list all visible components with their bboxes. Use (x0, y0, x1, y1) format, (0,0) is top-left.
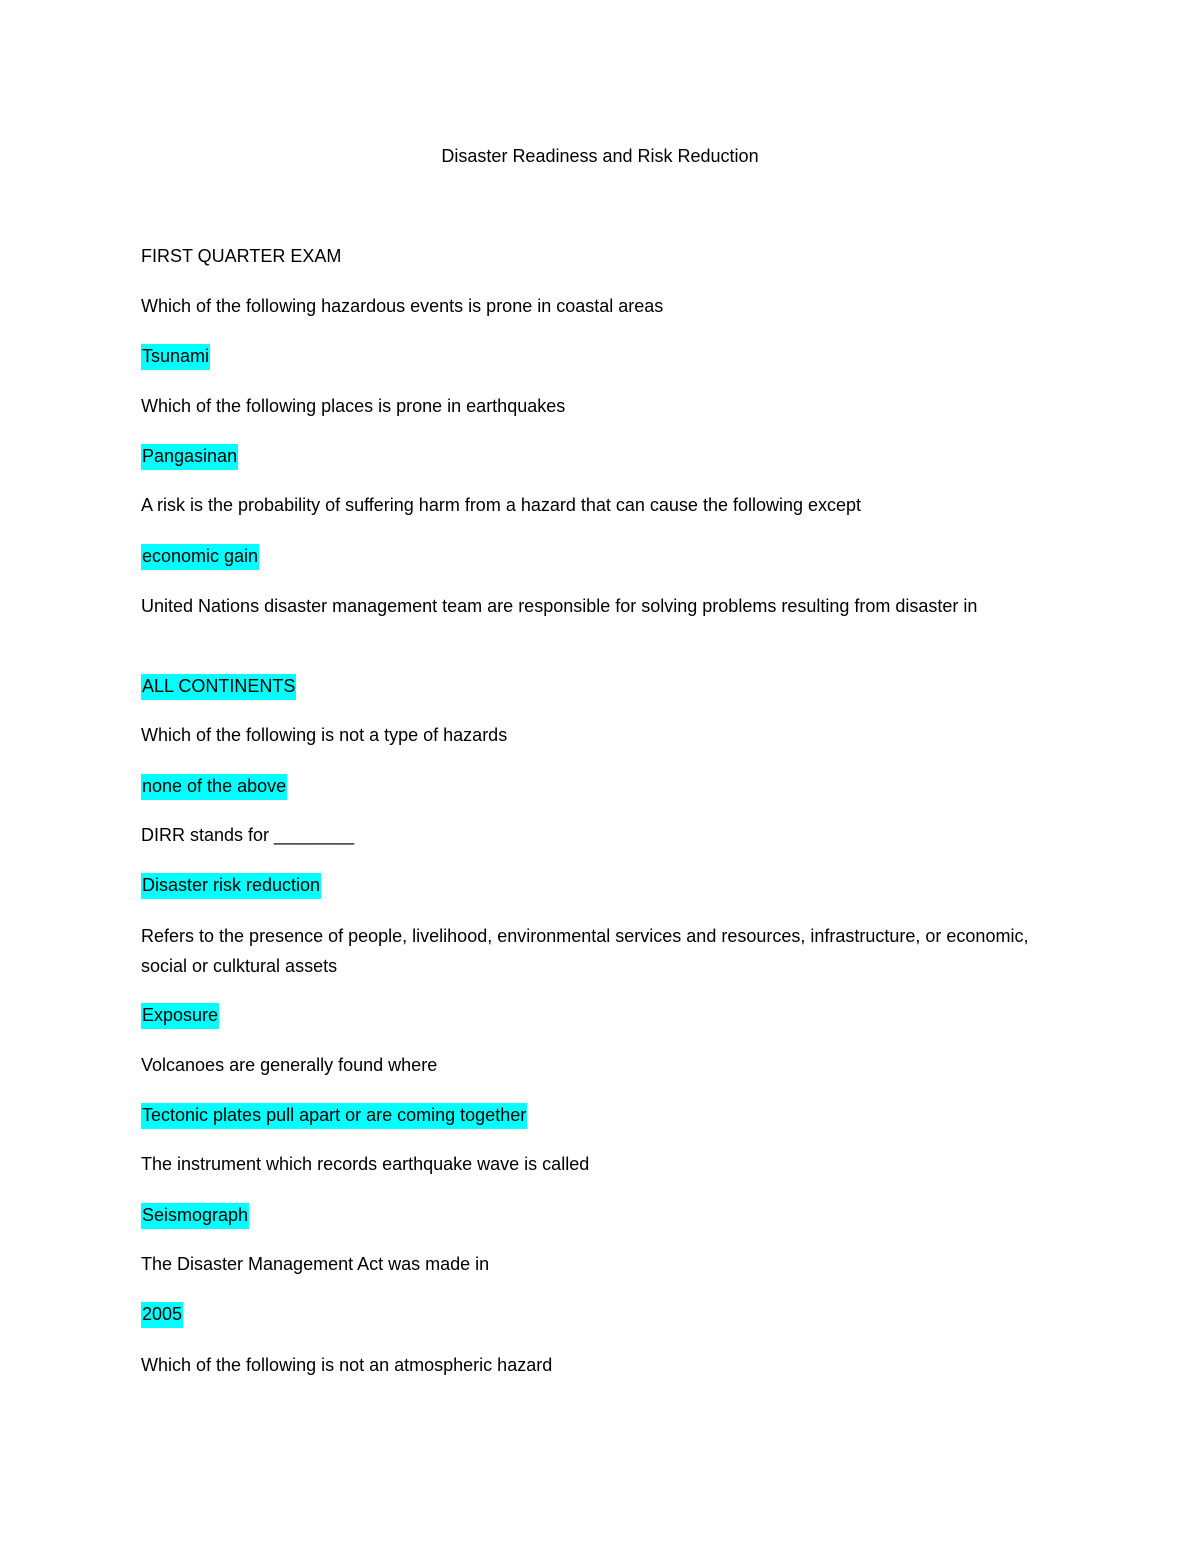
question-3: A risk is the probability of suffering harm from a hazard that can cause the following except (141, 495, 862, 515)
answer-3 (141, 541, 1051, 571)
question-7: Refers to the presence of people, livelihood, environmental services and resources, infrastructure, or economic, social or culktural assets (141, 926, 1029, 976)
answer-highlight: none of the above (141, 774, 287, 800)
document-title: Disaster Readiness and Risk Reduction (441, 146, 759, 166)
answer-5 (141, 771, 1051, 801)
answer-6 (141, 870, 1051, 900)
answer-highlight: 2005 (141, 1302, 183, 1328)
answer-8 (141, 1100, 1051, 1130)
answer-2 (141, 441, 1051, 471)
answer-7 (141, 1000, 1051, 1030)
question-1: Which of the following hazardous events is prone in coastal areas (141, 296, 664, 316)
answer-highlight: ALL CONTINENTS (141, 674, 296, 700)
question-6: DIRR stands for ________ (141, 825, 355, 845)
exam-heading: FIRST QUARTER EXAM (141, 246, 342, 266)
answer-highlight: Tsunami (141, 344, 210, 370)
answer-highlight: economic gain (141, 544, 259, 570)
question-11: Which of the following is not an atmospheric hazard (141, 1355, 553, 1375)
question-9: The instrument which records earthquake wave is called (141, 1154, 590, 1174)
question-2: Which of the following places is prone in earthquakes (141, 396, 566, 416)
answer-1 (141, 341, 1051, 371)
question-4: United Nations disaster management team are responsible for solving problems resulting from disaster in (141, 596, 978, 616)
question-10: The Disaster Management Act was made in (141, 1254, 490, 1274)
question-5: Which of the following is not a type of hazards (141, 725, 508, 745)
answer-highlight: Exposure (141, 1003, 219, 1029)
answer-10 (141, 1299, 1051, 1329)
question-8: Volcanoes are generally found where (141, 1055, 438, 1075)
answer-4 (141, 671, 1051, 701)
answer-highlight: Pangasinan (141, 444, 238, 470)
answer-highlight: Disaster risk reduction (141, 873, 321, 899)
answer-highlight: Tectonic plates pull apart or are coming together (141, 1103, 527, 1129)
answer-9 (141, 1200, 1051, 1230)
answer-highlight: Seismograph (141, 1203, 249, 1229)
